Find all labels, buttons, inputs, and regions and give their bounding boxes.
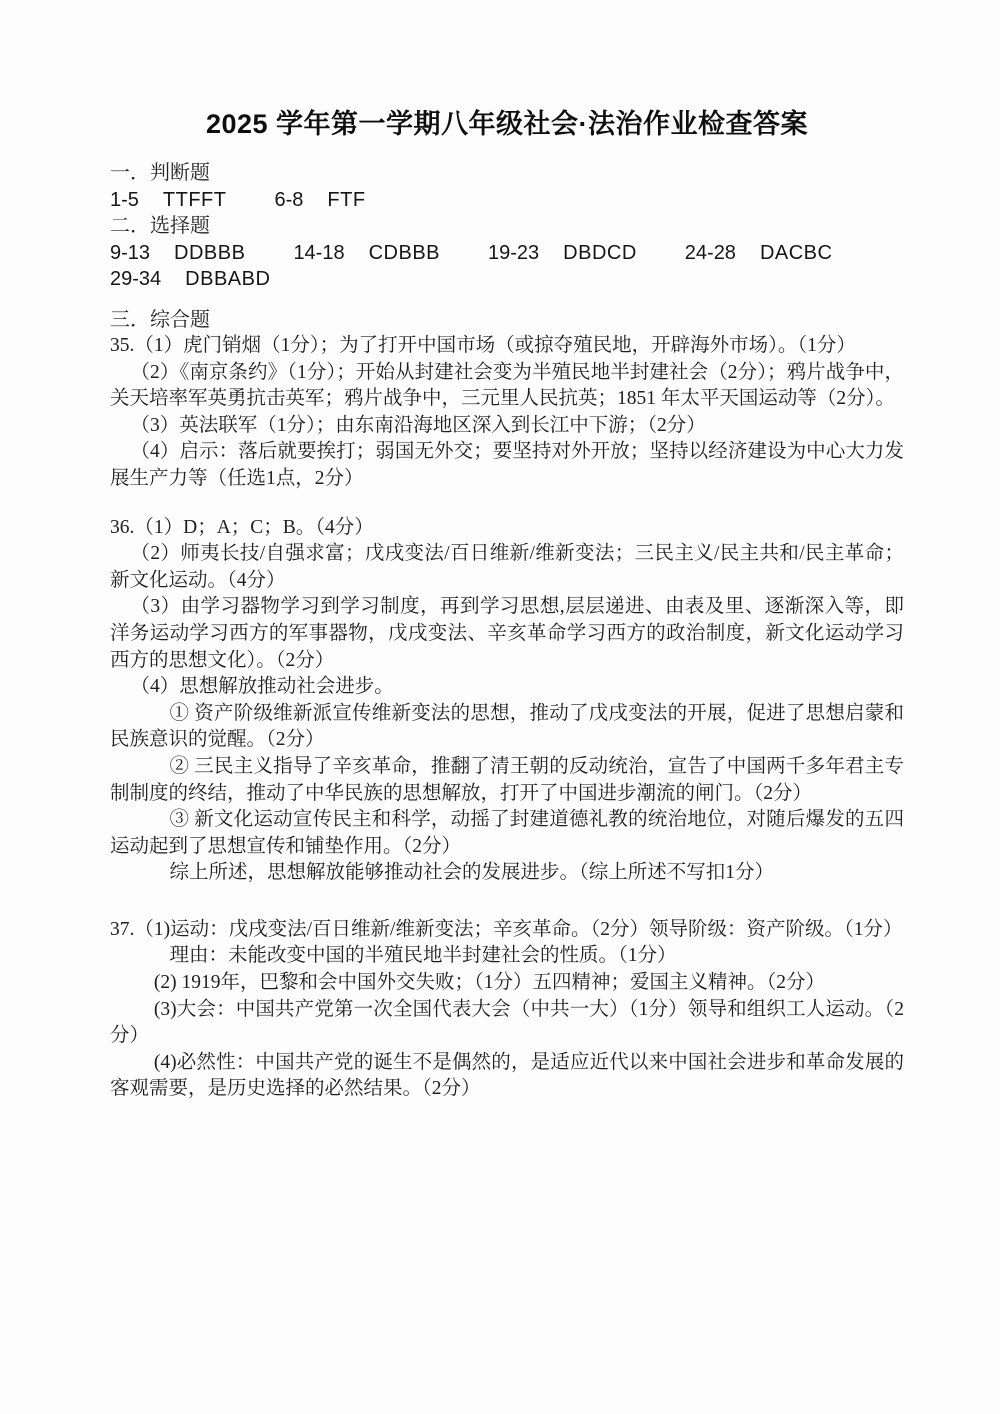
answer-letters: DDBBB <box>174 241 246 264</box>
q36-answer-1: 36.（1）D；A；C；B。（4分） <box>110 516 374 538</box>
q35-answer-2: （2）《南京条约》（1分）；开始从封建社会变为半殖民地半封建社会（2分）；鸦片战争中，关天培率军英勇抗击英军；鸦片战争中，三元里人民抗英；1851 年太平天国运动等（2分）。 <box>110 361 904 410</box>
judgment-answer-row <box>110 187 904 214</box>
section-choice-heading: 二．选择题 <box>110 215 210 237</box>
q37-answer-5: (4)必然性：中国共产党的诞生不是偶然的，是适应近代以来中国社会进步和革命发展的客观需要，是历史选择的必然结果。（2分） <box>110 1051 904 1100</box>
question-range: 1-5 <box>110 188 139 211</box>
q36-answer-3: （3）由学习器物学习到学习制度，再到学习思想,层层递进、由表及里、逐渐深入等，即洋务运动学习西方的军事器物，戊戌变法、辛亥革命学习西方的政治制度，新文化运动学习西方的思想文化）。（2分） <box>110 596 904 671</box>
q36-answer-2: （2）师夷长技/自强求富；戊戌变法/百日维新/维新变法；三民主义/民主共和/民主革命；新文化运动。（4分） <box>110 543 904 591</box>
question-37 <box>110 917 904 1103</box>
q36-answer-8: 综上所述，思想解放能够推动社会的发展进步。（综上所述不写扣1分） <box>169 862 774 884</box>
question-range: 19-23 <box>488 241 540 264</box>
q36-answer-6: ② 三民主义指导了辛亥革命，推翻了清王朝的反动统治，宣告了中国两千多年君主专制制度的终结，推动了中华民族的思想解放，打开了中国进步潮流的闸门。（2分） <box>110 755 904 804</box>
section-comprehensive <box>110 307 904 1104</box>
page-title: 2025 学年第一学期八年级社会·法治作业检查答案 <box>205 109 809 139</box>
question-36 <box>110 515 904 887</box>
answer-letters: DBDCD <box>563 241 637 264</box>
q35-answer-4: （4）启示：落后就要挨打；弱国无外交；要坚持对外开放；坚持以经济建设为中心大力发展生产力等（任选1点，2分） <box>110 441 904 489</box>
question-range: 6-8 <box>274 188 304 211</box>
q36-answer-7: ③ 新文化运动宣传民主和科学，动摇了封建道德礼教的统治地位，对随后爆发的五四运动起到了思想宣传和铺垫作用。（2分） <box>110 809 904 857</box>
answer-letters: FTF <box>327 188 366 211</box>
question-range: 24-28 <box>684 241 736 264</box>
q36-answer-4: （4）思想解放推动社会进步。 <box>130 676 394 698</box>
answer-letters: TTFFT <box>162 188 227 211</box>
q37-answer-4: (3)大会：中国共产党第一次全国代表大会（中共一大）（1分）领导和组织工人运动。（2分） <box>110 998 904 1047</box>
section-comprehensive-heading: 三．综合题 <box>110 308 210 331</box>
answer-letters: DACBC <box>759 241 833 264</box>
section-choice <box>110 213 904 293</box>
q37-answer-3: (2) 1919年，巴黎和会中国外交失败；（1分）五四精神；爱国主义精神。（2分） <box>153 972 825 994</box>
q35-answer-3: （3）英法联军（1分）；由东南沿海地区深入到长江中下游；（2分） <box>130 414 706 436</box>
question-range: 9-13 <box>110 241 151 264</box>
choice-answer-row-1 <box>110 240 904 267</box>
section-judgment <box>110 160 904 213</box>
q35-answer-1: 35.（1）虎门销烟（1分）；为了打开中国市场（或掠夺殖民地，开辟海外市场）。（1分） <box>110 335 856 356</box>
choice-answer-row-2 <box>110 266 904 293</box>
question-range: 29-34 <box>110 268 162 290</box>
question-range: 14-18 <box>293 241 345 264</box>
q36-answer-5: ① 资产阶级维新派宣传维新变法的思想，推动了戊戌变法的开展，促进了思想启蒙和民族意识的觉醒。（2分） <box>110 702 904 751</box>
q37-answer-2: 理由：未能改变中国的半殖民地半封建社会的性质。（1分） <box>169 945 677 967</box>
q37-answer-1: 37.（1)运动：戊戌变法/百日维新/维新变法；辛亥革命。（2分）领导阶级：资产阶级。（1分） <box>110 918 903 940</box>
question-35 <box>110 333 904 493</box>
section-judgment-heading: 一．判断题 <box>110 162 210 184</box>
answer-letters: CDBBB <box>368 241 440 264</box>
answer-letters: DBBABD <box>185 268 271 290</box>
